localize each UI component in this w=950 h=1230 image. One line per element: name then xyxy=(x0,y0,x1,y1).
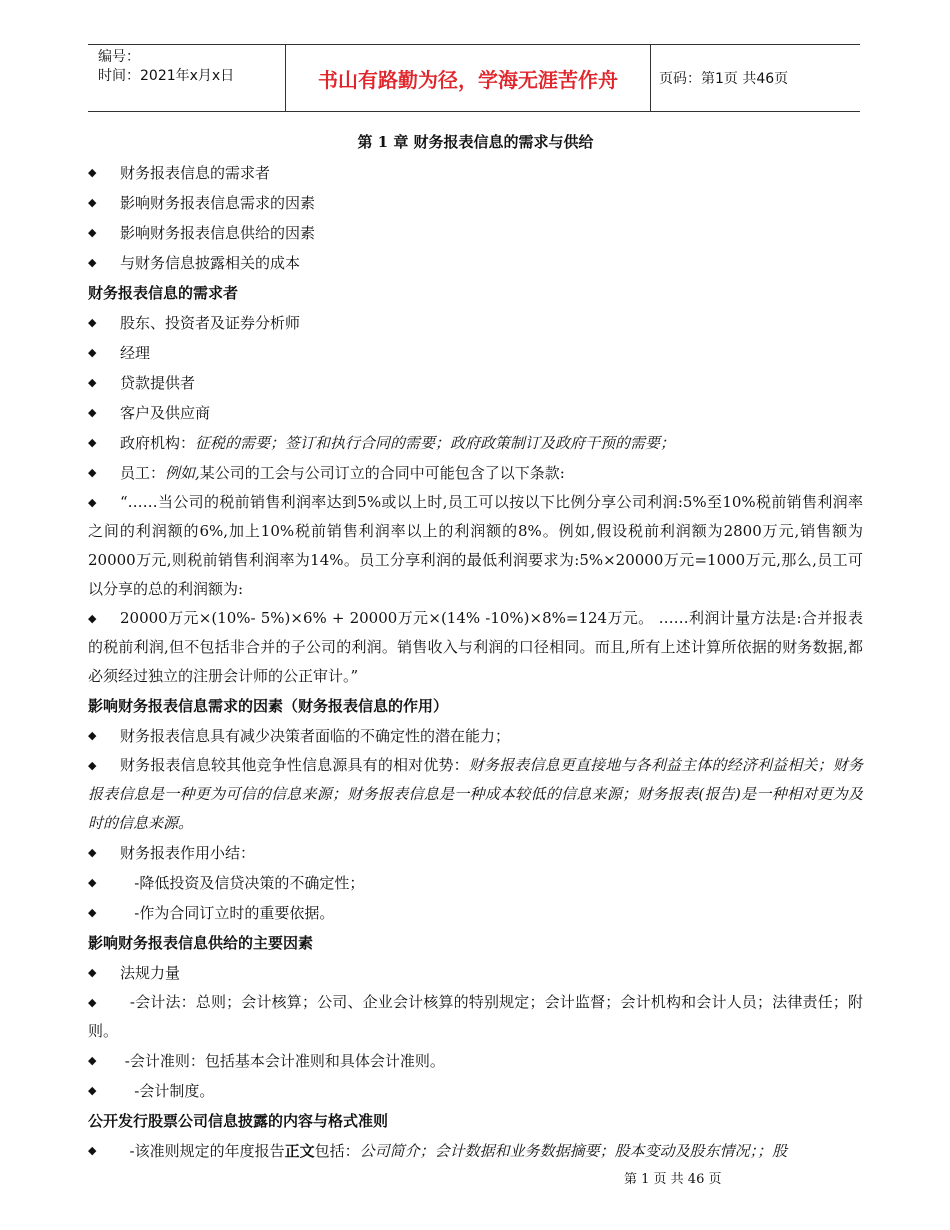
section-heading: 公开发行股票公司信息披露的内容与格式准则 xyxy=(88,1112,389,1130)
bullet-icon: ◆ xyxy=(88,226,97,239)
list-item: ◆ 股东、投资者及证券分析师 xyxy=(88,308,863,338)
list-item: ◆ 客户及供应商 xyxy=(88,398,863,428)
bullet-icon: ◆ xyxy=(88,966,97,979)
section-heading: 影响财务报表信息供给的主要因素 xyxy=(88,934,314,952)
section-heading: 财务报表信息的需求者 xyxy=(88,284,239,302)
bullet-icon: ◆ xyxy=(88,1144,97,1157)
chapter-title: 第 1 章 财务报表信息的需求与供给 xyxy=(357,133,594,151)
quote-paragraph: ◆ 20000万元×(10%- 5%)×6% + 20000万元×(14% -10%)×8%=124万元。 ……利润计量方法是:合并报表的税前利润,但不包括非合并的子公司的利润。销售收入与利润的口径相同。而且,所有上述计算所依据的财务数据,都必须经过独立的注册会计师的公正审计。” xyxy=(88,604,863,691)
bullet-icon: ◆ xyxy=(88,1054,97,1067)
list-item: ◆ -会计法：总则；会计核算；公司、企业会计核算的特别规定；会计监督；会计机构和会计人员；法律责任；附则。 xyxy=(88,988,863,1046)
bullet-icon: ◆ xyxy=(88,759,97,772)
bullet-icon: ◆ xyxy=(88,376,97,389)
list-item: ◆ -会计制度。 xyxy=(88,1076,863,1106)
list-item: ◆ 财务报表作用小结： xyxy=(88,838,863,868)
header-motto: 书山有路勤为径，学海无涯苦作舟 xyxy=(286,45,651,111)
header-meta xyxy=(88,45,286,111)
list-item: ◆ 与财务信息披露相关的成本 xyxy=(88,248,863,278)
section-heading: 影响财务报表信息需求的因素（财务报表信息的作用） xyxy=(88,697,449,715)
list-item: ◆ 影响财务报表信息需求的因素 xyxy=(88,188,863,218)
bullet-icon: ◆ xyxy=(88,996,97,1009)
quote-paragraph: ◆ “……当公司的税前销售利润率达到5%或以上时,员工可以按以下比例分享公司利润:5%至10%税前销售利润率之间的利润额的6%,加上10%税前销售利润率以上的利润额的8%。例如,假设税前利润额为2800万元,销售额为20000万元,则税前销售利润率为14%。员工分享利润的最低利润要求为:5%×20000万元=1000万元,那么,员工可以分享的总的利润额为: xyxy=(88,488,863,604)
bullet-icon: ◆ xyxy=(88,729,97,742)
bullet-icon: ◆ xyxy=(88,1084,97,1097)
list-item: ◆ 财务报表信息具有减少决策者面临的不确定性的潜在能力； xyxy=(88,721,863,751)
bullet-icon: ◆ xyxy=(88,876,97,889)
header-page-label: 页码：第1页 共46页 xyxy=(659,71,789,87)
bullet-icon: ◆ xyxy=(88,256,97,269)
list-item: ◆ 经理 xyxy=(88,338,863,368)
list-item: ◆ 法规力量 xyxy=(88,958,863,988)
time-label: 时间：2021年x月x日 xyxy=(98,68,235,84)
bullet-icon: ◆ xyxy=(88,166,97,179)
bullet-icon: ◆ xyxy=(88,406,97,419)
bullet-icon: ◆ xyxy=(88,846,97,859)
list-item: ◆ -作为合同订立时的重要依据。 xyxy=(88,898,863,928)
list-item: ◆ -降低投资及信贷决策的不确定性； xyxy=(88,868,863,898)
list-item: ◆ 政府机构：征税的需要；签订和执行合同的需要；政府政策制订及政府干预的需要； xyxy=(88,428,863,458)
bullet-icon: ◆ xyxy=(88,466,97,479)
list-item: ◆ -会计准则：包括基本会计准则和具体会计准则。 xyxy=(88,1046,863,1076)
bullet-icon: ◆ xyxy=(88,196,97,209)
list-item: ◆ 贷款提供者 xyxy=(88,368,863,398)
serial-label: 编号： xyxy=(98,49,140,65)
bullet-icon: ◆ xyxy=(88,906,97,919)
bullet-icon: ◆ xyxy=(88,436,97,449)
list-item: ◆ 员工：例如,某公司的工会与公司订立的合同中可能包含了以下条款: xyxy=(88,458,863,488)
bullet-icon: ◆ xyxy=(88,612,97,625)
bullet-icon: ◆ xyxy=(88,316,97,329)
bullet-icon: ◆ xyxy=(88,346,97,359)
list-item: ◆ 影响财务报表信息供给的因素 xyxy=(88,218,863,248)
list-item: ◆ 财务报表信息较其他竞争性信息源具有的相对优势：财务报表信息更直接地与各利益主体的经济利益相关；财务报表信息是一种更为可信的信息来源；财务报表信息是一种成本较低的信息来源；财务报表(报告)是一种相对更为及时的信息来源。 xyxy=(88,751,863,838)
list-item: ◆ -该准则规定的年度报告正文包括：公司简介；会计数据和业务数据摘要；股本变动及股东情况；；股 xyxy=(88,1136,863,1166)
document-body xyxy=(88,126,863,1166)
page-header xyxy=(88,44,860,112)
list-item: ◆ 财务报表信息的需求者 xyxy=(88,158,863,188)
page-footer: 第 1 页 共 46 页 xyxy=(624,1172,722,1187)
bullet-icon: ◆ xyxy=(88,496,97,509)
